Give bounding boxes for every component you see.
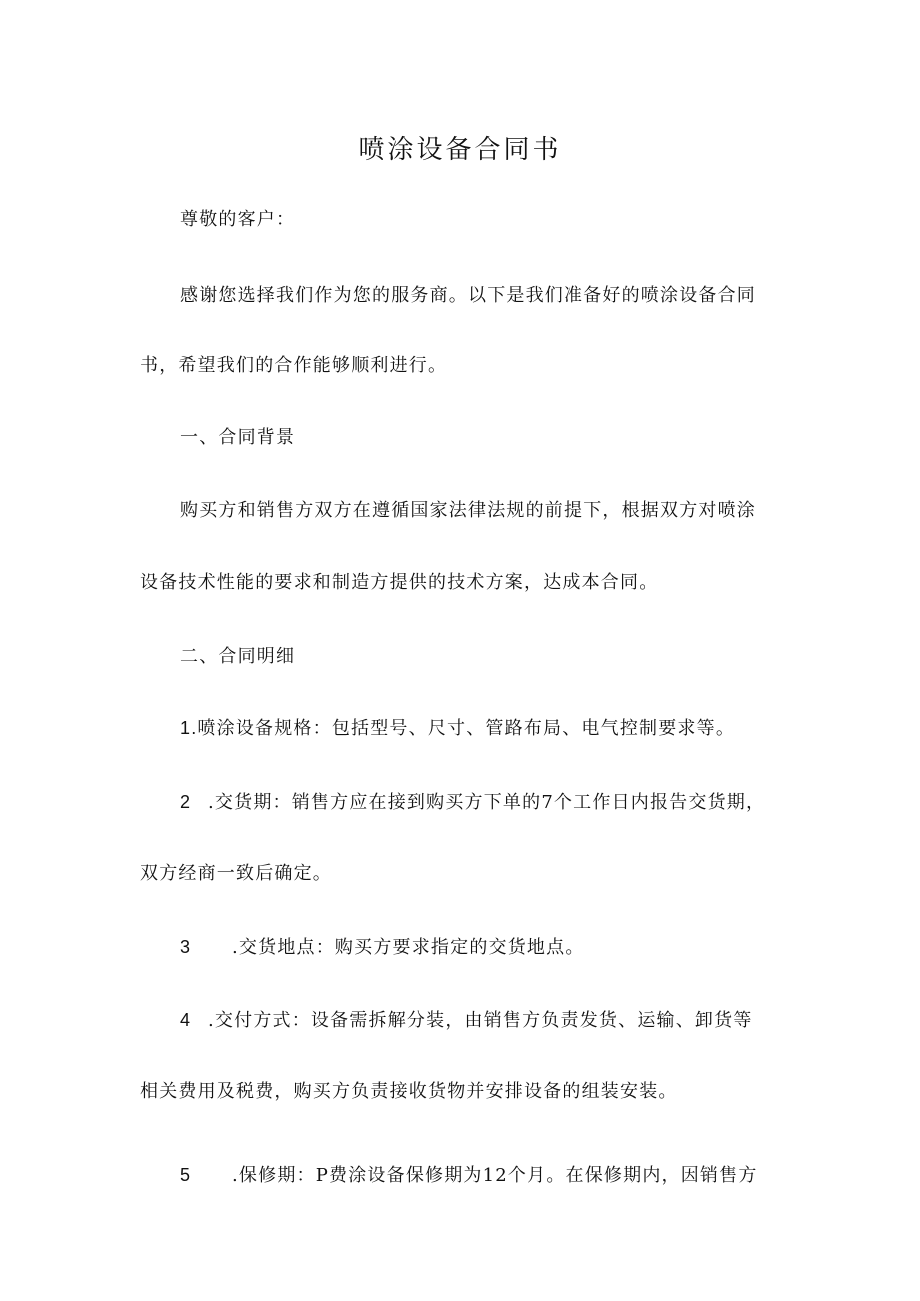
item-1-text: 喷涂设备规格：包括型号、尺寸、管路布局、电气控制要求等。 xyxy=(197,718,736,739)
item-5 xyxy=(180,1161,790,1190)
item-3-number: 3 xyxy=(180,937,192,957)
item-2-text: .交货期：销售方应在接到购买方下单的7个工作日内报告交货期， xyxy=(208,792,766,813)
item-4 xyxy=(180,1006,790,1035)
item-5-number: 5 xyxy=(180,1165,192,1185)
intro-paragraph-line-1: 感谢您选择我们作为您的服务商。以下是我们准备好的喷涂设备合同 xyxy=(180,285,756,306)
section-1-line-2: 设备技术性能的要求和制造方提供的技术方案，达成本合同。 xyxy=(140,572,659,593)
section-1-heading: 一、合同背景 xyxy=(180,427,296,448)
item-2-number: 2 xyxy=(180,792,192,812)
item-3-text: .交货地点：购买方要求指定的交货地点。 xyxy=(232,937,585,958)
item-4-text: .交付方式：设备需拆解分装，由销售方负责发货、运输、卸货等 xyxy=(208,1010,753,1031)
item-4-number: 4 xyxy=(180,1010,192,1030)
section-1-line-1: 购买方和销售方双方在遵循国家法律法规的前提下，根据双方对喷涂 xyxy=(180,500,756,521)
greeting: 尊敬的客户： xyxy=(180,209,296,230)
intro-paragraph-line-2: 书，希望我们的合作能够顺利进行。 xyxy=(140,355,448,376)
item-4-line-2: 相关费用及税费，购买方负责接收货物并安排设备的组装安装。 xyxy=(140,1081,678,1102)
item-1-number: 1. xyxy=(180,718,198,738)
item-5-text: .保修期：P费涂设备保修期为12个月。在保修期内，因销售方 xyxy=(232,1165,758,1186)
item-1 xyxy=(180,714,790,743)
item-2 xyxy=(180,788,790,817)
section-2-heading: 二、合同明细 xyxy=(180,646,296,667)
document-title: 喷涂设备合同书 xyxy=(358,135,562,165)
item-3 xyxy=(180,933,790,962)
item-2-line-2: 双方经商一致后确定。 xyxy=(140,863,332,884)
